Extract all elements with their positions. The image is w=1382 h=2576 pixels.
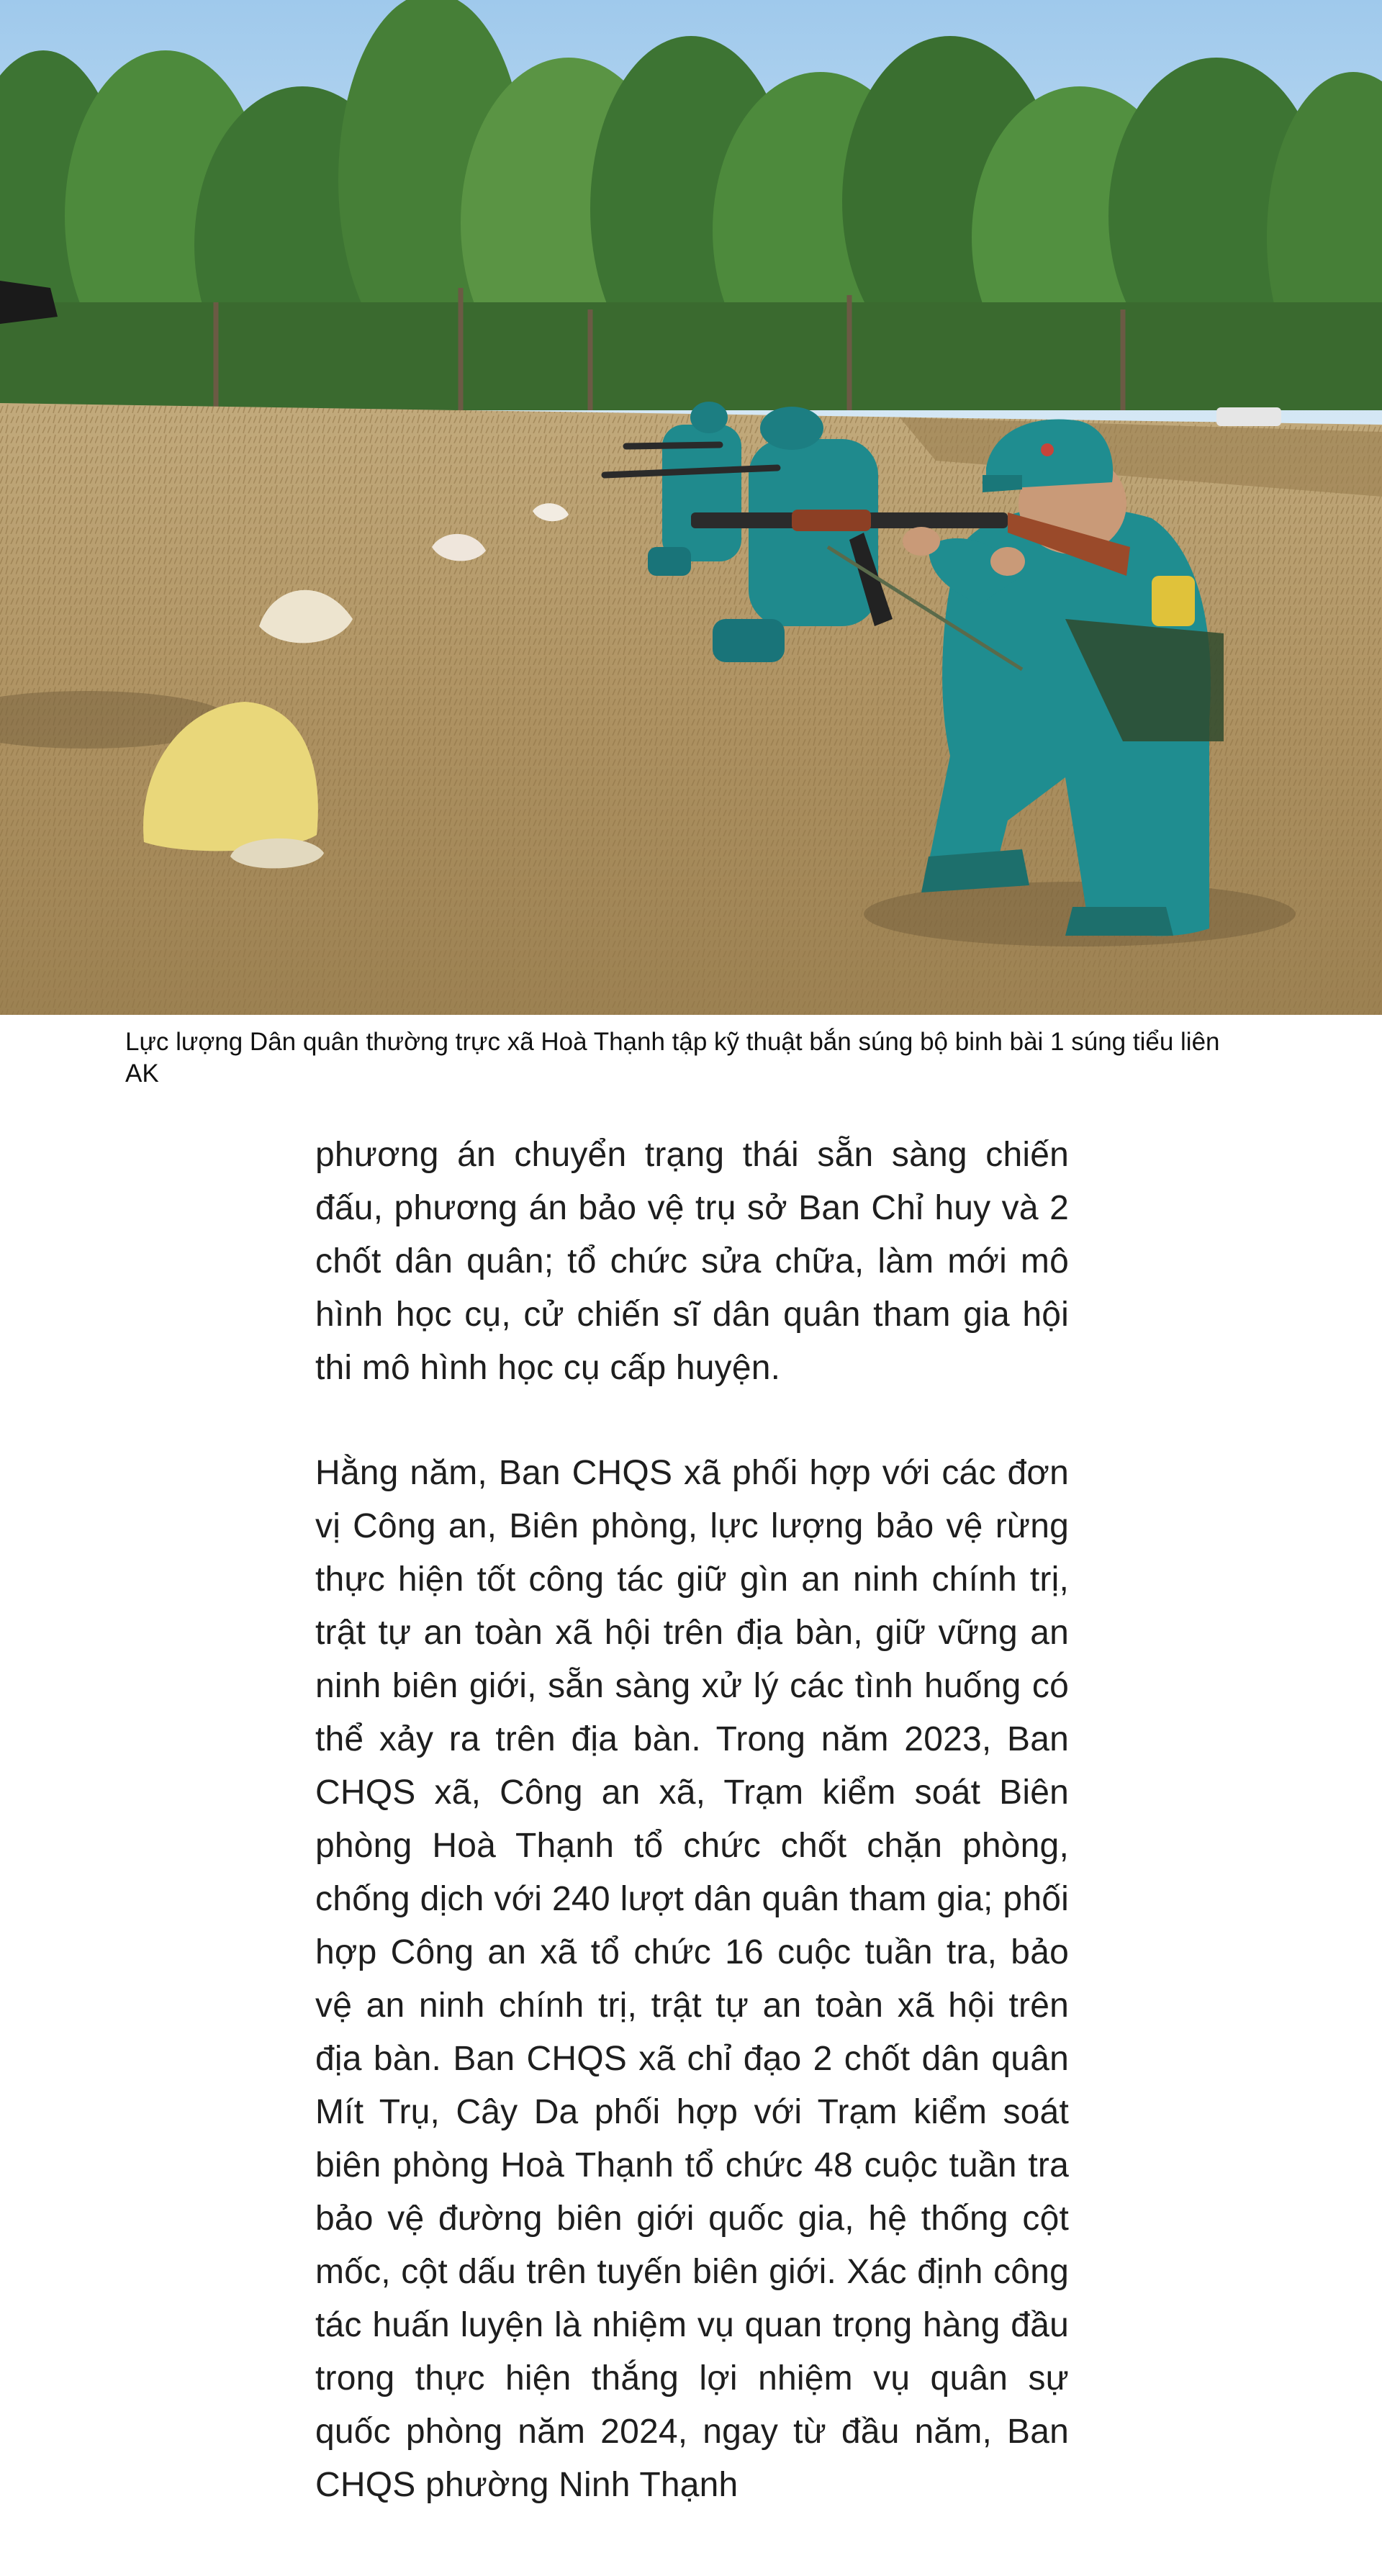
article-paragraph: phương án chuyển trạng thái sẵn sàng chiến đấu, phương án bảo vệ trụ sở Ban Chỉ huy và 2 chốt dân quân; tổ chức sửa chữa, làm mới mô hình học cụ, cử chiến sĩ dân quân tham gia hội thi mô hình học cụ cấp huyện. bbox=[315, 1136, 1069, 1387]
article-paragraph: Hằng năm, Ban CHQS xã phối hợp với các đơn vị Công an, Biên phòng, lực lượng bảo vệ rừng thực hiện tốt công tác giữ gìn an ninh chính trị, trật tự an toàn xã hội trên địa bàn, giữ vững an ninh biên giới, sẵn sàng xử lý các tình huống có thể xảy ra trên địa bàn. Trong năm 2023, Ban CHQS xã, Công an xã, Trạm kiểm soát Biên phòng Hoà Thạnh tổ chức chốt chặn phòng, chống dịch với 240 lượt dân quân tham gia; phối hợp Công an xã tổ chức 16 cuộc tuần tra, bảo vệ an ninh chính trị, trật tự an toàn xã hội trên địa bàn. Ban CHQS xã chỉ đạo 2 chốt dân quân Mít Trụ, Cây Da phối hợp với Trạm kiểm soát biên phòng Hoà Thạnh tổ chức 48 cuộc tuần tra bảo vệ đường biên giới quốc gia, hệ thống cột mốc, cột dấu trên tuyến biên giới. Xác định công tác huấn luyện là nhiệm vụ quan trọng hàng đầu trong thực hiện thắng lợi nhiệm vụ quân sự quốc phòng năm 2024, ngay từ đầu năm, Ban CHQS phường Ninh Thạnh bbox=[315, 1454, 1069, 2504]
photo-illustration bbox=[0, 0, 1382, 1015]
article-photo bbox=[0, 0, 1382, 1015]
article-body bbox=[315, 1129, 1069, 2512]
photo-caption: Lực lượng Dân quân thường trực xã Hoà Thạnh tập kỹ thuật bắn súng bộ binh bài 1 súng tiểu liên AK bbox=[125, 1028, 1220, 1088]
distant-vehicle bbox=[1216, 407, 1281, 426]
